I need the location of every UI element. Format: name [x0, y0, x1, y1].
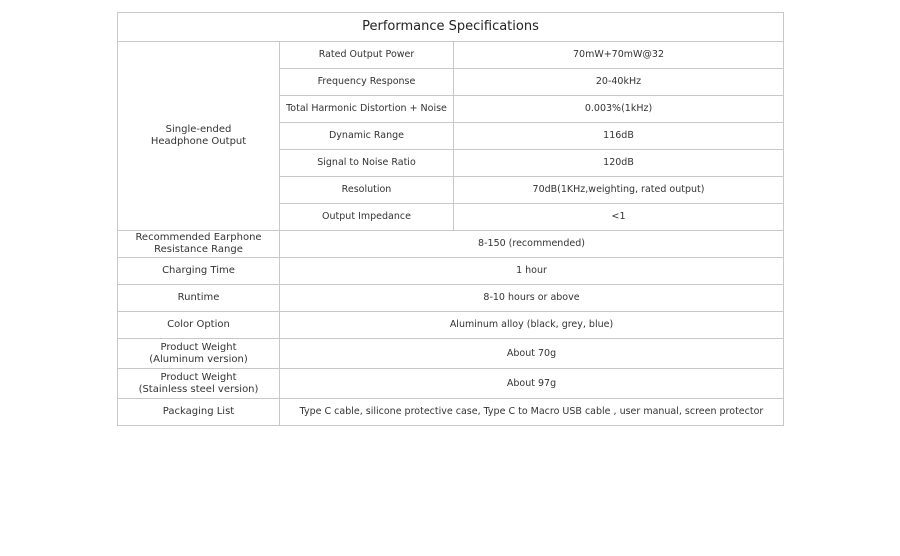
- spec-parameter: Total Harmonic Distortion + Noise: [280, 96, 454, 123]
- spec-parameter: Frequency Response: [280, 69, 454, 96]
- spec-value: 0.003%(1kHz): [454, 96, 784, 123]
- label-line1: Product Weight: [160, 341, 237, 353]
- spec-category-label: Color Option: [118, 312, 280, 339]
- table-row: [118, 42, 784, 69]
- group-label-line2: Headphone Output: [150, 136, 247, 147]
- spec-value: 1 hour: [280, 258, 784, 285]
- table-row: [118, 312, 784, 339]
- label-line1: Product Weight: [160, 371, 237, 383]
- table-title: Performance Specifications: [118, 13, 784, 42]
- spec-category-label: [118, 369, 280, 399]
- table-row: [118, 339, 784, 369]
- spec-value: 116dB: [454, 123, 784, 150]
- spec-category-label: Runtime: [118, 285, 280, 312]
- table-row: [118, 231, 784, 258]
- spec-value: 8-150 (recommended): [280, 231, 784, 258]
- spec-parameter: Rated Output Power: [280, 42, 454, 69]
- spec-parameter: Resolution: [280, 177, 454, 204]
- label-line2: Resistance Range: [154, 244, 243, 255]
- spec-value: 120dB: [454, 150, 784, 177]
- spec-value: 8-10 hours or above: [280, 285, 784, 312]
- spec-value: Type C cable, silicone protective case, Type C to Macro USB cable , user manual, screen protector: [280, 399, 784, 426]
- spec-value: <1: [454, 204, 784, 231]
- spec-parameter: Output Impedance: [280, 204, 454, 231]
- spec-value: 70mW+70mW@32: [454, 42, 784, 69]
- group-label-line1: Single-ended: [165, 124, 232, 135]
- label-line2: (Aluminum version): [149, 353, 248, 365]
- spec-value: 70dB(1KHz,weighting, rated output): [454, 177, 784, 204]
- table-row: [118, 369, 784, 399]
- spec-value: Aluminum alloy (black, grey, blue): [280, 312, 784, 339]
- spec-parameter: Signal to Noise Ratio: [280, 150, 454, 177]
- headphone-output-group-label: [118, 42, 280, 231]
- table-row: [118, 285, 784, 312]
- label-line1: Recommended Earphone: [135, 232, 262, 243]
- spec-parameter: Dynamic Range: [280, 123, 454, 150]
- label-line2: (Stainless steel version): [138, 383, 259, 395]
- spec-category-label: Charging Time: [118, 258, 280, 285]
- table-row: [118, 258, 784, 285]
- spec-value: About 97g: [280, 369, 784, 399]
- spec-category-label: [118, 231, 280, 258]
- spec-category-label: [118, 339, 280, 369]
- spec-value: 20-40kHz: [454, 69, 784, 96]
- spec-value: About 70g: [280, 339, 784, 369]
- performance-specifications-table: [117, 12, 784, 426]
- table-row: [118, 399, 784, 426]
- spec-category-label: Packaging List: [118, 399, 280, 426]
